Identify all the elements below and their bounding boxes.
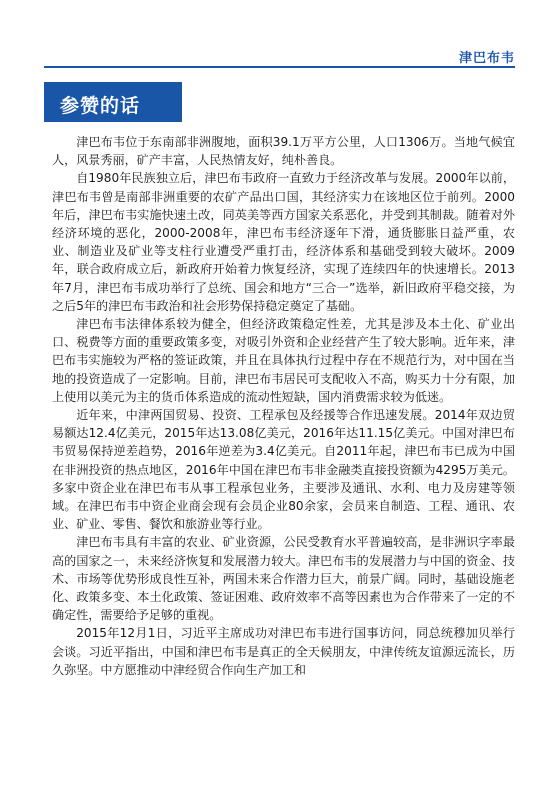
paragraph: 津巴布韦法律体系较为健全，但经济政策稳定性差，尤其是涉及本土化、矿业出口、税费等方面的重要政策多变，对吸引外资和企业经营产生了较大影响。近年来，津巴布韦实施较为严格的签证政策，并且在具体执行过程中存在不规范行为，对中国在当地的投资造成了一定影响。目前，津巴布韦居民可支配收入不高，购买力十分有限，加上使用以美元为主的货币体系造成的流动性短缺，国内消费需求较为低迷。 xyxy=(52,317,515,404)
paragraph: 2015年12月1日，习近平主席成功对津巴布韦进行国事访问，同总统穆加贝举行会谈。习近平指出，中国和津巴布韦是真正的全天候朋友，中津传统友谊源远流长，历久弥坚。中方愿推动中津经贸合作向生产加工和 xyxy=(52,626,515,677)
paragraph: 津巴布韦具有丰富的农业、矿业资源，公民受教育水平普遍较高，是非洲识字率最高的国家之一，未来经济恢复和发展潜力较大。津巴布韦的发展潜力与中国的资金、技术、市场等优势形成良性互补，两国未来合作潜力巨大，前景广阔。同时，基础设施老化、政策多变、本土化政策、签证困难、政府效率不高等因素也为合作带来了一定的不确定性，需要给予足够的重视。 xyxy=(52,535,515,623)
paragraph: 津巴布韦位于东南部非洲腹地，面积39.1万平方公里，人口1306万。当地气候宜人，风景秀丽，矿产丰富，人民热情友好，纯朴善良。 xyxy=(52,135,515,168)
paragraph: 自1980年民族独立后，津巴布韦政府一直致力于经济改革与发展。2000年以前，津巴布韦曾是南部非洲重要的农矿产品出口国，其经济实力在该地区位于前列。2000年后，津巴布韦实施快速土改，同英美等西方国家关系恶化，并受到其制裁。随着对外经济环境的恶化，2000-2008年，津巴布韦经济逐年下滑，通货膨胀日益严重，农业、制造业及矿业等支柱行业遭受严重打击，经济体系和基础受到较大破坏。2009年，联合政府成立后，新政府开始着力恢复经济，实现了连续四年的快速增长。2013年7月，津巴布韦成功举行了总统、国会和地方“三合一”选举，新旧政府平稳交接，为之后5年的津巴布韦政治和社会形势保持稳定奠定了基础。 xyxy=(52,171,515,313)
running-header-title: 津巴布韦 xyxy=(458,51,515,66)
section-title: 参赞的话 xyxy=(60,95,141,117)
header-divider xyxy=(44,66,515,68)
paragraph: 近年来，中津两国贸易、投资、工程承包及经援等合作迅速发展。2014年双边贸易额达12.4亿美元，2015年达13.08亿美元，2016年达11.15亿美元。中国对津巴布韦贸易保持逆差趋势，2016年逆差为3.4亿美元。自2011年起，津巴布韦已成为中国在非洲投资的热点地区，2016年中国在津巴布韦非金融类直接投资额为4295万美元。多家中资企业在津巴布韦从事工程承包业务，主要涉及通讯、水利、电力及房建等领域。在津巴布韦中资企业商会现有会员企业80余家，会员来自制造、工程、通讯、农业、矿业、零售、餐饮和旅游业等行业。 xyxy=(52,408,515,532)
body-text xyxy=(52,133,515,679)
